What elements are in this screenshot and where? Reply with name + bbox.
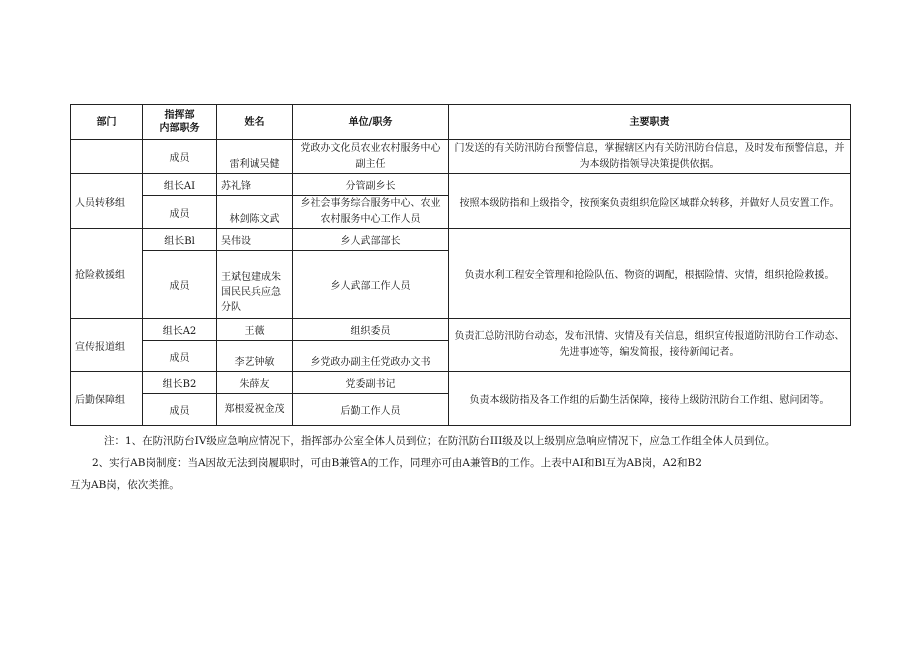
name-cell: 王薇 (217, 319, 293, 341)
name-cell: 雷利诚吴健 (217, 140, 293, 174)
duty-cell: 负责汇总防汛防台动态，发布汛情、灾情及有关信息，组织宣传报道防汛防台工作动态、先进事迹等，编发简报，接待新闻记者。 (449, 319, 851, 372)
name-cell: 林剑陈文武 (217, 196, 293, 229)
unit-cell: 后勤工作人员 (293, 394, 449, 426)
duty-cell: 负责水利工程安全管理和抢险队伍、物资的调配，根据险情、灾情，组织抢险救援。 (449, 229, 851, 319)
table-row (71, 140, 851, 174)
duty-table (70, 104, 851, 426)
note-2: 2、实行AB岗制度：当A因故无法到岗履职时，可由B兼管A的工作，同理亦可由A兼管B的工作。上表中AI和Bl互为AB岗，A2和B2 (92, 457, 702, 469)
name-cell: 王斌包建成朱国民民兵应急分队 (217, 251, 293, 319)
unit-cell: 党委副书记 (293, 372, 449, 394)
notes (70, 430, 860, 496)
duty-cell: 门发送的有关防汛防台预警信息，掌握辖区内有关防汛防台信息，及时发布预警信息，并为本级防指领导决策提供依据。 (449, 140, 851, 174)
unit-cell: 乡人武部工作人员 (293, 251, 449, 319)
header-dept: 部门 (71, 105, 143, 140)
table-row (71, 174, 851, 196)
role-cell: 组长A2 (143, 319, 217, 341)
dept-cell (71, 140, 143, 174)
name-cell: 苏礼锋 (217, 174, 293, 196)
table-row (71, 319, 851, 341)
name-cell: 朱薛友 (217, 372, 293, 394)
table-row (71, 372, 851, 394)
duty-cell: 负责本级防指及各工作组的后勤生活保障，接待上级防汛防台工作组、慰问团等。 (449, 372, 851, 426)
name-cell: 郑根爱祝金茂 (217, 394, 293, 426)
unit-cell: 乡党政办副主任党政办文书 (293, 341, 449, 372)
dept-cell: 宣传报道组 (71, 319, 143, 372)
role-cell: 组长B2 (143, 372, 217, 394)
header-row (71, 105, 851, 140)
name-cell: 李艺钟敏 (217, 341, 293, 372)
note-2-continued: 互为AB岗，依次类推。 (70, 479, 180, 491)
unit-cell: 乡社会事务综合服务中心、农业农村服务中心工作人员 (293, 196, 449, 229)
table-row (71, 229, 851, 251)
dept-cell: 抢险救援组 (71, 229, 143, 319)
unit-cell: 分管副乡长 (293, 174, 449, 196)
dept-cell: 人员转移组 (71, 174, 143, 229)
name-cell: 吴伟设 (217, 229, 293, 251)
role-cell: 成员 (143, 251, 217, 319)
role-cell: 组长Bl (143, 229, 217, 251)
unit-cell: 乡人武部部长 (293, 229, 449, 251)
role-cell: 成员 (143, 341, 217, 372)
header-duty: 主要职责 (449, 105, 851, 140)
duty-cell: 按照本级防指和上级指令，按预案负责组织危险区域群众转移，并做好人员安置工作。 (449, 174, 851, 229)
header-role: 指挥部 内部职务 (143, 105, 217, 140)
dept-cell: 后勤保障组 (71, 372, 143, 426)
role-cell: 成员 (143, 394, 217, 426)
unit-cell: 党政办文化员农业农村服务中心副主任 (293, 140, 449, 174)
header-unit: 单位/职务 (293, 105, 449, 140)
role-cell: 组长AI (143, 174, 217, 196)
unit-cell: 组织委员 (293, 319, 449, 341)
role-cell: 成员 (143, 140, 217, 174)
note-1: 注：1、在防汛防台IV级应急响应情况下，指挥部办公室全体人员到位；在防汛防台III级及以上级别应急响应情况下，应急工作组全体人员到位。 (104, 435, 776, 447)
role-cell: 成员 (143, 196, 217, 229)
header-name: 姓名 (217, 105, 293, 140)
